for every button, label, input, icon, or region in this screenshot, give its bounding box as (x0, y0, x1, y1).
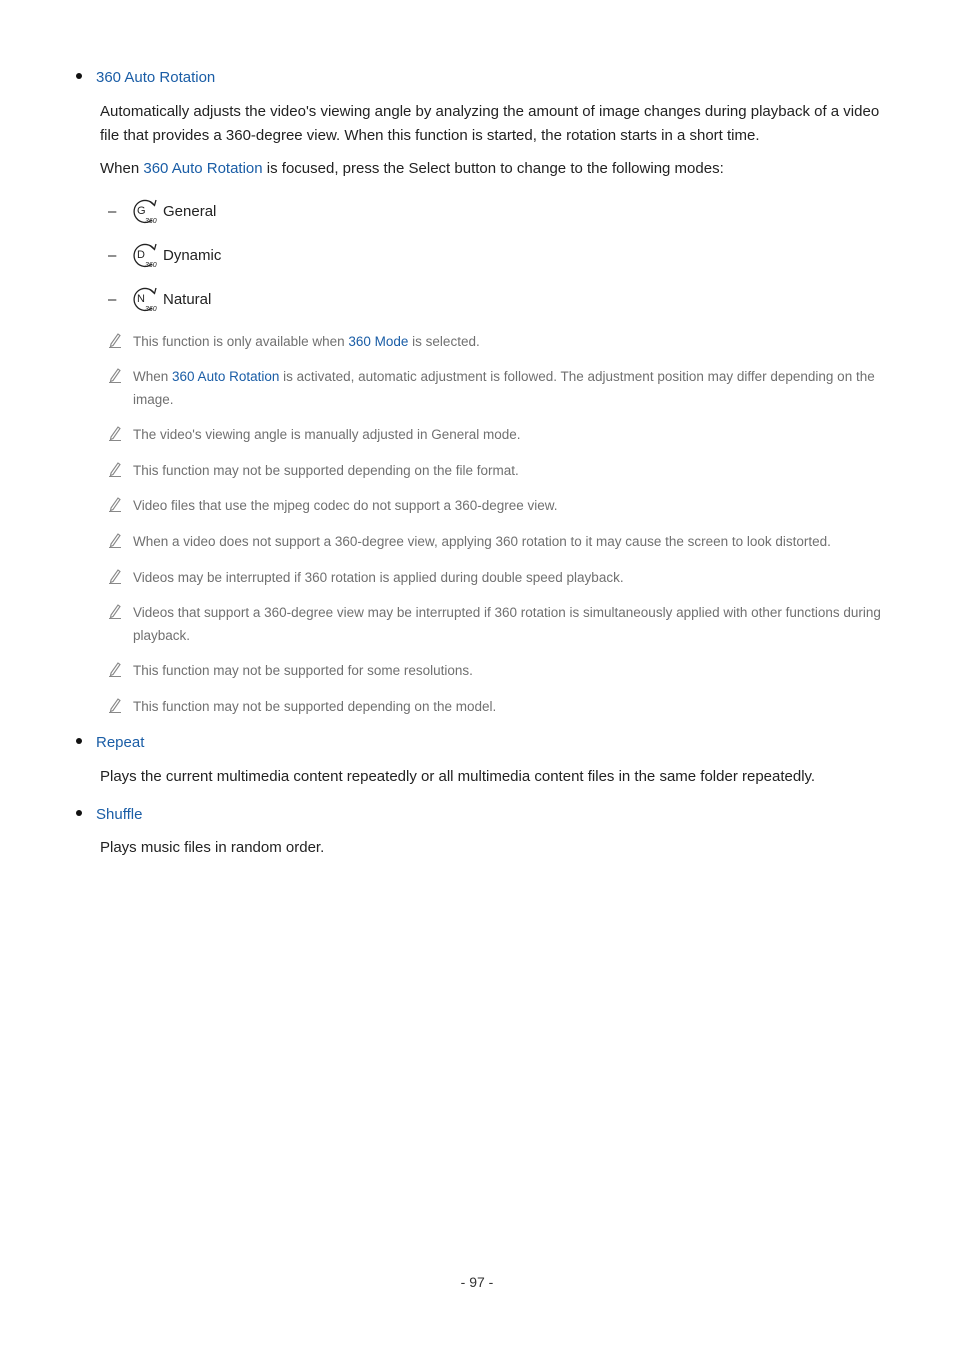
pencil-note-icon (108, 532, 122, 548)
mode-natural (108, 284, 211, 314)
pencil-note-icon (108, 697, 122, 713)
svg-text:N: N (137, 293, 145, 305)
bullet-360-auto-rotation (76, 68, 215, 88)
focus-suffix: is focused, press the Select button to change to the following modes: (262, 160, 724, 177)
section-title-shuffle[interactable]: Shuffle (96, 806, 143, 823)
pencil-note-icon (108, 603, 122, 619)
note-text (133, 330, 888, 353)
pencil-note-icon (108, 332, 122, 348)
note-prefix: When (133, 369, 173, 384)
note-item (108, 659, 888, 682)
bullet-repeat (76, 733, 144, 753)
mode-dynamic (108, 240, 221, 270)
note-text (133, 365, 888, 411)
auto-rotation-link[interactable]: 360 Auto Rotation (143, 160, 263, 177)
focus-prefix: When (100, 160, 144, 177)
bullet-dot (76, 73, 82, 79)
natural-360-icon (130, 284, 160, 314)
general-360-icon (130, 196, 160, 226)
page-number: - 97 - (460, 1274, 494, 1290)
mode-dash: – (108, 290, 117, 308)
note-suffix: is activated, automatic adjustment is followed. The adjustment position may differ depending on the image. (133, 369, 875, 407)
shuffle-description: Plays music files in random order. (100, 839, 325, 856)
bullet-shuffle (76, 805, 142, 825)
mode-dash: – (108, 246, 117, 264)
note-text: The video's viewing angle is manually adjusted in General mode. (133, 427, 521, 442)
pencil-note-icon (108, 425, 122, 441)
note-item (108, 459, 888, 482)
note-text: Videos may be interrupted if 360 rotation is applied during double speed playback. (133, 570, 624, 585)
section-title-360-auto-rotation[interactable]: 360 Auto Rotation (96, 69, 216, 86)
note-text: This function may not be supported for some resolutions. (133, 663, 473, 678)
bullet-dot (76, 810, 82, 816)
svg-text:360: 360 (145, 306, 157, 313)
bullet-dot (76, 738, 82, 744)
360-mode-link[interactable]: 360 Mode (348, 334, 409, 349)
pencil-note-icon (108, 661, 122, 677)
auto-rotation-focus-text (100, 157, 900, 181)
note-item (108, 695, 888, 718)
note-item (108, 494, 888, 517)
pencil-note-icon (108, 461, 122, 477)
mode-general (108, 196, 216, 226)
svg-text:D: D (137, 249, 145, 261)
note-item (108, 330, 888, 353)
note-prefix: This function is only available when (133, 334, 349, 349)
note-item (108, 601, 888, 647)
mode-label-general: General (163, 202, 217, 220)
section-title-repeat[interactable]: Repeat (96, 734, 145, 751)
mode-dash: – (108, 202, 117, 220)
note-text: Video files that use the mjpeg codec do not support a 360-degree view. (133, 498, 558, 513)
note-item (108, 566, 888, 589)
mode-label-natural: Natural (163, 290, 212, 308)
note-item (108, 530, 888, 553)
note-item (108, 365, 888, 411)
360-auto-rotation-link[interactable]: 360 Auto Rotation (172, 369, 280, 384)
note-text: This function may not be supported depending on the model. (133, 699, 497, 714)
pencil-note-icon (108, 496, 122, 512)
note-item (108, 423, 888, 446)
svg-text:G: G (137, 205, 146, 217)
note-suffix: is selected. (408, 334, 480, 349)
repeat-description: Plays the current multimedia content repeatedly or all multimedia content files in the same folder repeatedly. (100, 768, 816, 785)
pencil-note-icon (108, 568, 122, 584)
svg-text:360: 360 (145, 262, 157, 269)
mode-label-dynamic: Dynamic (163, 246, 222, 264)
note-text: When a video does not support a 360-degree view, applying 360 rotation to it may cause the screen to look distorted. (133, 534, 831, 549)
note-text: This function may not be supported depending on the file format. (133, 463, 519, 478)
auto-rotation-description: Automatically adjusts the video's viewing angle by analyzing the amount of image changes during playback of a video file that provides a 360-degree view. When this function is started, the rotation starts in a short time. (100, 103, 880, 144)
note-text: Videos that support a 360-degree view may be interrupted if 360 rotation is simultaneously applied with other functions during playback. (133, 605, 881, 643)
dynamic-360-icon (130, 240, 160, 270)
pencil-note-icon (108, 367, 122, 383)
svg-text:360: 360 (145, 218, 157, 225)
